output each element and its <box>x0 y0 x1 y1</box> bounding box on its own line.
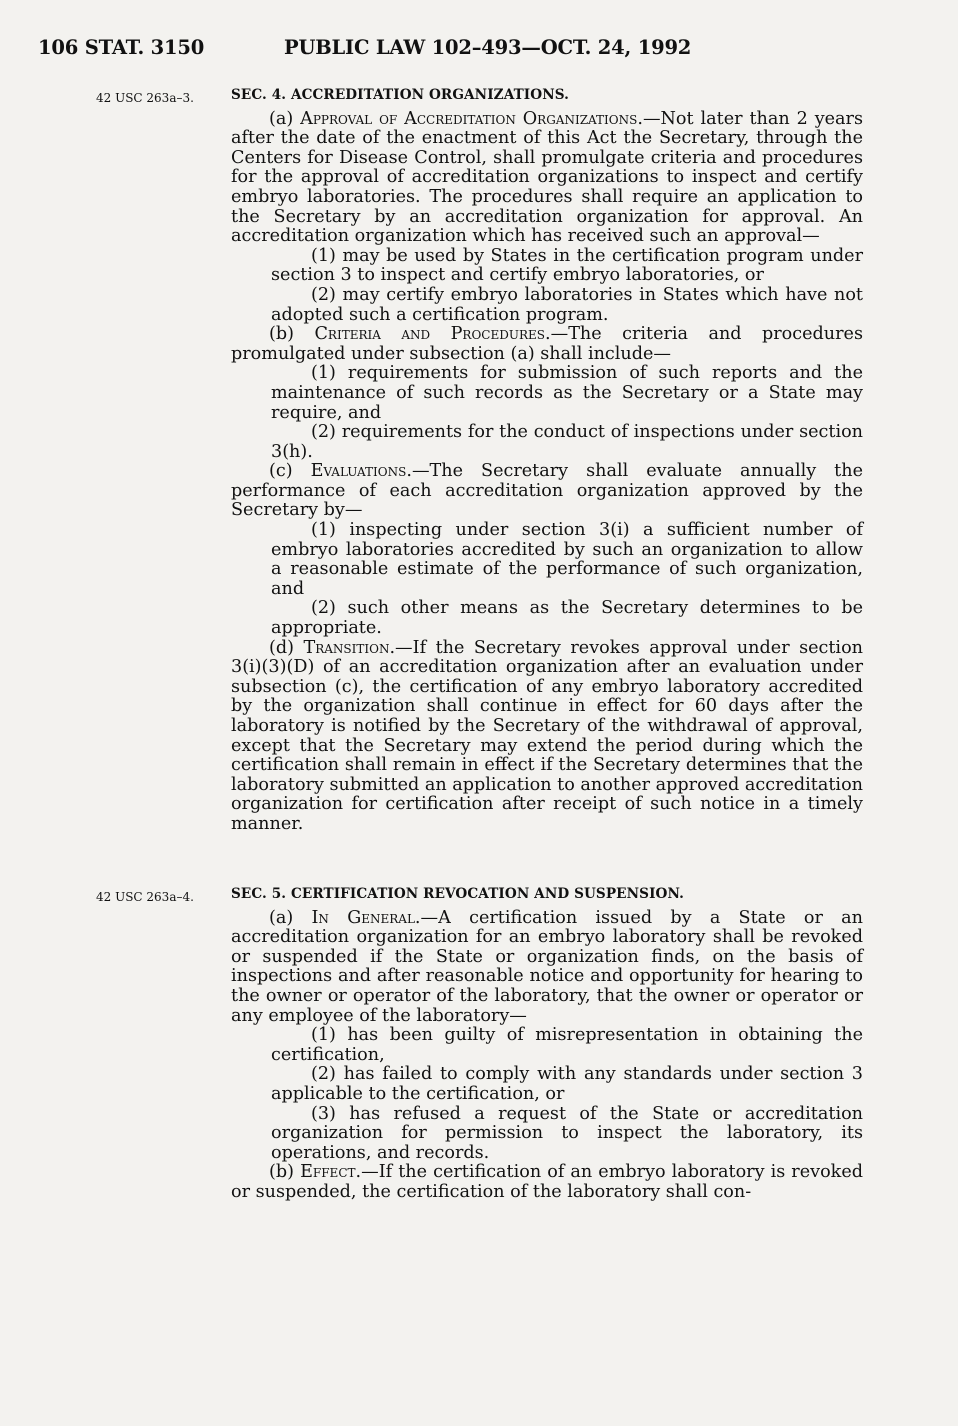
paragraph-4a2: (2) may certify embryo laboratories in States which have not adopted such a certification program. <box>271 284 863 325</box>
paragraph-4c2: (2) such other means as the Secretary determines to be appropriate. <box>271 598 863 639</box>
subsection-4a-heading: Approval of Accreditation Organizations. <box>300 108 643 129</box>
section-5-heading: SEC. 5. CERTIFICATION REVOCATION AND SUSPENSION. <box>231 886 684 902</box>
subsection-4d-heading: Transition. <box>303 637 396 658</box>
subsection-5a-heading: In General. <box>311 907 421 928</box>
section-4 <box>231 86 863 835</box>
margin-note-sec4: 42 USC 263a–3. <box>96 91 194 105</box>
subsection-4c: (c) Evaluations.—The Secretary shall evaluate annually the performance of each accreditation organization approved by the Secretary by— <box>231 461 863 521</box>
paragraph-5a2: (2) has failed to comply with any standards under section 3 applicable to the certification, or <box>271 1064 863 1104</box>
section-5 <box>231 885 863 1203</box>
subsection-5b-heading: Effect. <box>300 1162 362 1183</box>
subsection-4b: (b) Criteria and Procedures.—The criteria and procedures promulgated under subsection (a) shall include— <box>231 324 863 364</box>
subsection-5a: (a) In General.—A certification issued by a State or an accreditation organization for an embryo laboratory shall be revoked or suspended if the State or organization finds, on the basis of inspections and after reasonable notice and opportunity for hearing to the owner or operator of the laboratory, that the owner or operator or any employee of the laboratory— <box>231 907 863 1026</box>
paragraph-5a3: (3) has refused a request of the State or accreditation organization for permission to inspect the laboratory, its operations, and records. <box>271 1103 863 1163</box>
paragraph-5a1: (1) has been guilty of misrepresentation in obtaining the certification, <box>271 1025 863 1065</box>
subsection-4d: (d) Transition.—If the Secretary revokes approval under section 3(i)(3)(D) of an accreditation organization after an evaluation under subsection (c), the certification of any embryo laboratory accredited by the organization shall continue in effect for 60 days after the laboratory is notified by the Secretary of the withdrawal of approval, except that the Secretary may extend the period during which the certification shall remain in effect if the Secretary determines that the laboratory submitted an application to another approved accreditation organization for certification after receipt of such notice in a timely manner. <box>231 637 863 834</box>
paragraph-4b1: (1) requirements for submission of such reports and the maintenance of such records as the Secretary or a State may require, and <box>271 363 863 423</box>
subsection-5b: (b) Effect.—If the certification of an embryo laboratory is revoked or suspended, the certification of the laboratory shall con- <box>231 1162 863 1202</box>
margin-note-sec5: 42 USC 263a–4. <box>96 890 194 904</box>
section-4-heading: SEC. 4. ACCREDITATION ORGANIZATIONS. <box>231 87 569 103</box>
paragraph-4a1: (1) may be used by States in the certification program under section 3 to inspect and certify embryo laboratories, or <box>271 245 863 286</box>
statute-citation: 106 STAT. 3150 <box>38 36 205 59</box>
subsection-4c-heading: Evaluations. <box>310 461 412 482</box>
subsection-4a: (a) Approval of Accreditation Organizations.—Not later than 2 years after the date of the enactment of this Act the Secretary, through the Centers for Disease Control, shall promulgate criteria and procedures for the approval of accreditation organizations to inspect and certify embryo laboratories. The procedures shall require an application to the Secretary by an accreditation organization for approval. An accreditation organization which has received such an approval— <box>231 108 863 247</box>
paragraph-4c1: (1) inspecting under section 3(i) a sufficient number of embryo laboratories accredited by such an organization to allow a reasonable estimate of the performance of such organization, and <box>271 520 863 599</box>
paragraph-4b2: (2) requirements for the conduct of inspections under section 3(h). <box>271 422 863 462</box>
subsection-4b-heading: Criteria and Procedures. <box>314 324 551 345</box>
public-law-title: PUBLIC LAW 102–493—OCT. 24, 1992 <box>284 36 692 59</box>
